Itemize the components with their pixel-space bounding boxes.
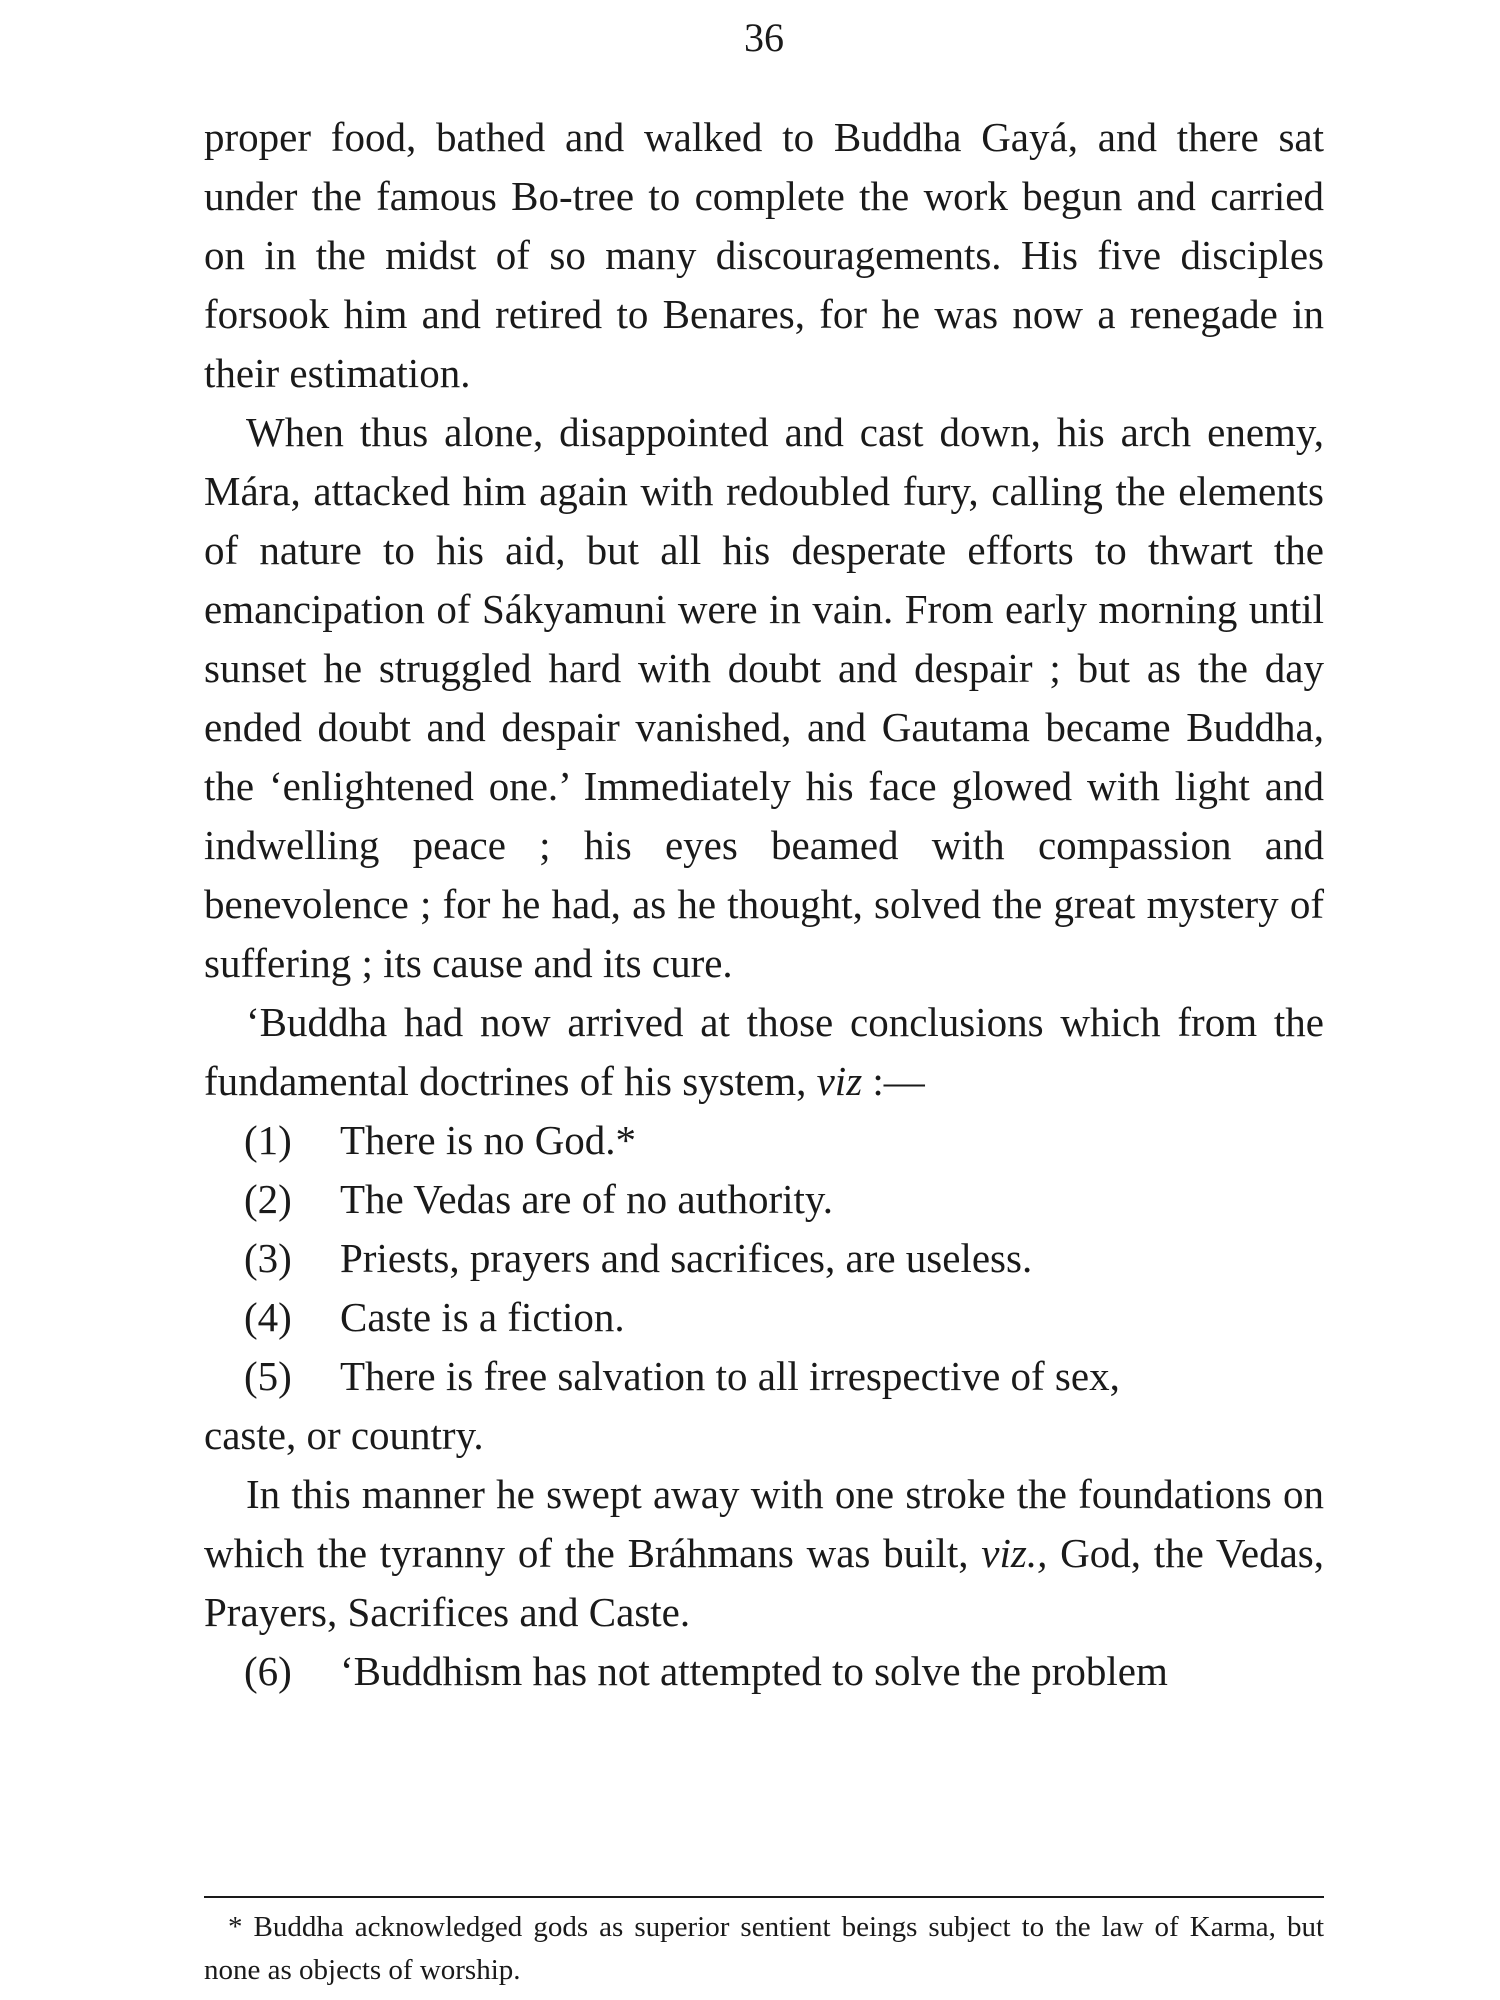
doctrine-text: Caste is a fiction. (340, 1294, 625, 1340)
doctrine-item (204, 1229, 1324, 1288)
footnote-divider (204, 1896, 1324, 1898)
doctrine-text: There is no God.* (340, 1117, 637, 1163)
doctrine-number: (2) (244, 1176, 292, 1222)
brahmans-tail: God, the Vedas, Prayers, Sacrifices and Caste. (204, 1530, 1325, 1635)
doctrine-text: There is free salvation to all irrespective of sex, (340, 1353, 1120, 1399)
doctrine-text: The Vedas are of no authority. (340, 1176, 833, 1222)
doctrine-continuation: caste, or country. (204, 1412, 484, 1458)
paragraph-mara: When thus alone, disappointed and cast down, his arch enemy, Mára, attacked him again with redoubled fury, calling the elements of nature to his aid, but all his desperate efforts to thwart the emancipation of Sákyamuni were in vain. From early morning until sunset he struggled hard with doubt and despair ; but as the day ended doubt and despair vanished, and Gautama became Buddha, the ‘enlightened one.’ Immediately his face glowed with light and indwelling peace ; his eyes beamed with compassion and benevolence ; for he had, as he thought, solved the great mystery of suffering ; its cause and its cure. (204, 409, 1324, 986)
doctrine-item (204, 1642, 1324, 1701)
doctrine-text: Priests, prayers and sacrifices, are useless. (340, 1235, 1033, 1281)
doctrine-number: (4) (244, 1294, 292, 1340)
doctrine-number: (6) (244, 1648, 292, 1694)
doctrine-item (204, 1111, 1324, 1170)
doctrine-number: (5) (244, 1353, 292, 1399)
conclusions-lead: ‘Buddha had now arrived at those conclusions which from the fundamental doctrines of his system, (204, 999, 1324, 1104)
page-number: 36 (744, 15, 784, 60)
paragraph-conclusions (204, 993, 1324, 1111)
doctrine-number: (1) (244, 1117, 292, 1163)
page-body (204, 108, 1324, 1701)
footnote-text: * Buddha acknowledged gods as superior sentient beings subject to the law of Karma, but none as objects of worship. (204, 1911, 1324, 1986)
viz-abbreviation: viz (816, 1058, 863, 1104)
footnote (204, 1906, 1324, 1992)
doctrine-item (204, 1170, 1324, 1229)
conclusions-tail: :— (872, 1058, 925, 1104)
book-page (204, 0, 1324, 2000)
viz-abbreviation: viz., (981, 1530, 1048, 1576)
brahmans-lead: In this manner he swept away with one stroke the foundations on which the tyranny of the Bráhmans was built, (204, 1471, 1324, 1576)
paragraph-bo-tree: proper food, bathed and walked to Buddha Gayá, and there sat under the famous Bo-tree to complete the work begun and carried on in the midst of so many discouragements. His five disciples forsook him and retired to Benares, for he was now a renegade in their estimation. (204, 114, 1324, 396)
doctrine-text: ‘Buddhism has not attempted to solve the problem (340, 1648, 1168, 1694)
doctrine-item (204, 1347, 1324, 1406)
doctrine-number: (3) (244, 1235, 292, 1281)
doctrine-item (204, 1288, 1324, 1347)
paragraph-brahmans (204, 1465, 1324, 1642)
